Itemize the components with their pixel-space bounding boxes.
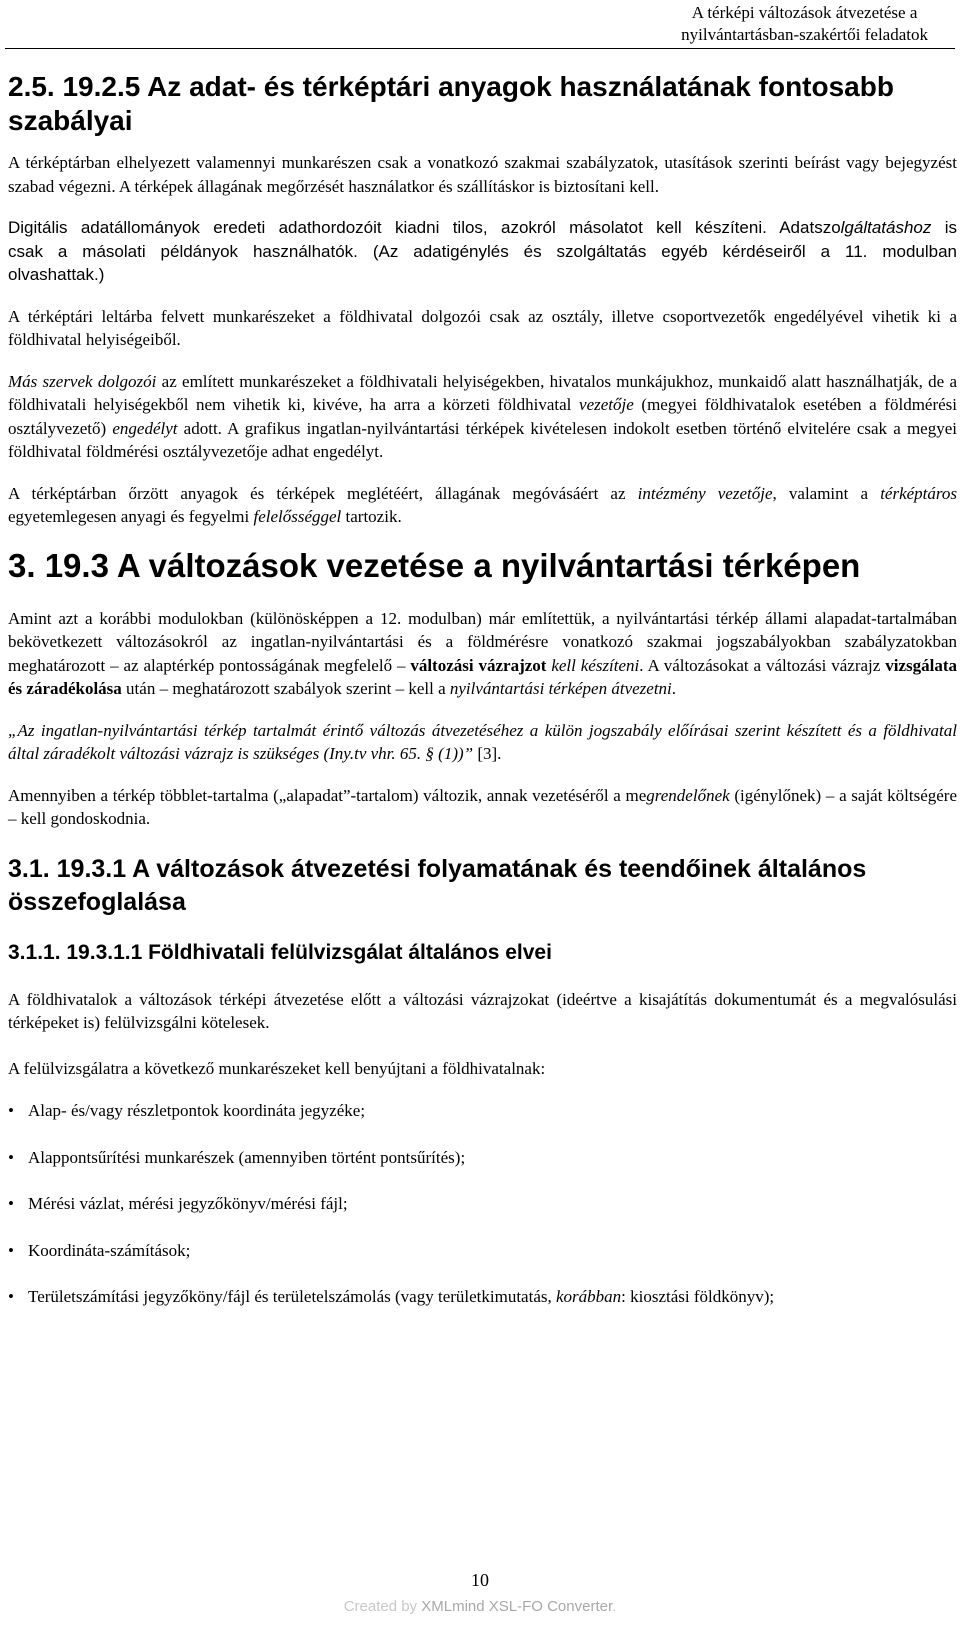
- text-run-italic: nyilvántartási térképen átvezetni: [449, 679, 672, 698]
- text-run: A térképtári leltárba felvett munkarészeket a földhivatal dolgozói csak az osztály, illetve csoportvezetők engedélyével vihetik ki a földhivatal helyiségeiből.: [8, 306, 957, 349]
- text-run: A földhivatalok a változások térképi átvezetése előtt a változási vázrajzokat (ideértve a kisajátítás dokumentumát és a megvalósulási térképeket is) felülvizsgálni kötelesek.: [8, 989, 957, 1032]
- paragraph-surplus-content: [8, 784, 957, 831]
- paragraph-digital-data-carriers: [8, 216, 957, 287]
- converter-credit: [0, 1598, 960, 1615]
- text-run: A felülvizsgálatra a következő munkarészeket kell benyújtani a földhivatalnak:: [8, 1058, 546, 1078]
- text-run: Digitális adatállományok eredeti adathordozóit kiadni tilos, azokról másolatot kell készíteni. Adatszo: [8, 218, 841, 237]
- section-heading-3: 3. 19.3 A változások vezetése a nyilvántartási térképen: [8, 546, 861, 584]
- text-run: [3].: [473, 744, 502, 763]
- text-run: (igénylőnek) – a saját költségére – kell gondoskodnia.: [8, 785, 957, 828]
- text-run: .: [671, 679, 677, 698]
- credit-suffix: .: [612, 1598, 617, 1615]
- paragraph-responsibility: [8, 482, 957, 529]
- text-run-italic: térképtáros: [880, 483, 958, 503]
- text-run: : kiosztási földkönyv);: [621, 1287, 775, 1306]
- list-item: • Alap- és/vagy részletpontok koordináta jegyzéke;: [8, 1099, 957, 1123]
- text-run: adott. A grafikus ingatlan-nyilvántartási térképek kivételesen indokolt esetben történő elvitelére csak a megyei földhivatal földmérési osztályvezetője adhat engedélyt.: [8, 418, 957, 461]
- text-run: Amint azt a korábbi modulokban (különösképpen a 12. modulban) már említettük, a nyilvántartási térkép állami alapadat-tartalmában bekövetkezett változásokról az ingatlan-nyilvántartási és a földmérésre vonatkozó szakmai jogszabályokban szabályzatokban meghatározott – az alaptérkép pontosságának megfelelő –: [8, 608, 957, 675]
- paragraph-inventory-removal: [8, 305, 957, 352]
- text-run-italic: lgáltatáshoz: [840, 218, 932, 237]
- section-heading-3-1: 3.1. 19.3.1 A változások átvezetési folyamatának és teendőinek általános összefoglalása: [8, 854, 867, 916]
- paragraph-other-agencies: [8, 370, 957, 464]
- running-header: [681, 2, 928, 46]
- text-run-italic: „Az ingatlan-nyilvántartási térkép tartalmát érintő változás átvezetéséhez a külön jogszabály előírásai szerint készített és a földhivatal által záradékolt változási vázrajz is szükséges (Iny.tv vhr. 65. § (1))”: [8, 720, 957, 763]
- text-run: . A változásokat a változási vázrajz: [639, 655, 886, 675]
- paragraph-submission-intro: [8, 1057, 957, 1081]
- submission-list: [8, 1099, 957, 1309]
- running-header-line-2: nyilvántartásban-szakértői feladatok: [681, 25, 928, 44]
- page-content: [8, 70, 957, 1332]
- text-run: tartozik.: [341, 507, 402, 526]
- paragraph-review-obligation: [8, 988, 957, 1035]
- text-run: az említett munkarészeket a földhivatali helyiségekben, hivatalos munkájukhoz, munkaidő alatt használhatják, de a földhivatali helyiségekből nem vihetik ki, kivéve, ha arra a körzeti földhivatal: [8, 371, 957, 414]
- paragraph-change-sketch: [8, 607, 957, 701]
- paragraph-legal-quote: [8, 719, 957, 766]
- list-item: • Koordináta-számítások;: [8, 1239, 957, 1263]
- text-run-italic: korábban: [556, 1287, 622, 1306]
- credit-prefix: Created by: [343, 1598, 422, 1615]
- text-run-italic: felelősséggel: [253, 507, 342, 526]
- text-run-italic: grendelőnek: [646, 785, 730, 805]
- text-run: A térképtárban őrzött anyagok és térképek meglétéért, állagának megóvásáért az: [8, 483, 638, 503]
- text-run-bold: vizsgálata és záradékolása: [8, 655, 957, 698]
- text-run: A térképtárban elhelyezett valamennyi munkarészen csak a vonatkozó szakmai szabályzatok, utasítások szerinti beírást vagy bejegyzést szabad végezni. A térképek állagának megőrzését használatkor és szállításkor is biztosítani kell.: [8, 153, 957, 196]
- page-number: 10: [471, 1570, 489, 1590]
- text-run: Területszámítási jegyzőköny/fájl és területelszámolás (vagy területkimutatás,: [28, 1287, 556, 1306]
- list-item: • Alappontsűrítési munkarészek (amennyiben történt pontsűrítés);: [8, 1146, 957, 1170]
- section-heading-2-5: 2.5. 19.2.5 Az adat- és térképtári anyagok használatának fontosabb szabályai: [8, 71, 894, 136]
- text-run-bold: változási vázrajzot: [410, 655, 547, 675]
- paragraph-map-archive-entries: [8, 151, 957, 198]
- text-run: , valamint a: [772, 483, 881, 503]
- text-run: is csak a másolati példányok használhatók. (Az adatigénylés és szolgáltatás egyéb kérdéseiről a 11. modulban olvashattak.): [8, 218, 958, 284]
- text-run: egyetemlegesen anyagi és fegyelmi: [8, 507, 254, 526]
- text-run: (megyei földhivatalok esetében a földmérési osztályvezető): [8, 395, 958, 438]
- header-rule: [5, 48, 955, 49]
- text-run-italic: vezetője: [579, 395, 634, 414]
- text-run: után – meghatározott szabályok szerint – kell a: [121, 679, 450, 698]
- text-run-italic: engedélyt: [112, 418, 178, 438]
- list-item: [8, 1285, 957, 1309]
- credit-brand-link[interactable]: XMLmind XSL-FO Converter: [421, 1598, 613, 1615]
- section-heading-3-1-1: 3.1.1. 19.3.1.1 Földhivatali felülvizsgálat általános elvei: [8, 940, 552, 964]
- running-header-line-1: A térképi változások átvezetése a: [691, 3, 918, 22]
- text-run-italic: intézmény vezetője: [637, 483, 773, 503]
- list-item: • Mérési vázlat, mérési jegyzőkönyv/mérési fájl;: [8, 1192, 957, 1216]
- text-run-italic: Más szervek dolgozói: [8, 371, 157, 391]
- text-run-italic: kell készíteni: [546, 655, 640, 675]
- text-run: Amennyiben a térkép többlet-tartalma („alapadat”-tartalom) változik, annak vezetéséről a me: [8, 785, 647, 805]
